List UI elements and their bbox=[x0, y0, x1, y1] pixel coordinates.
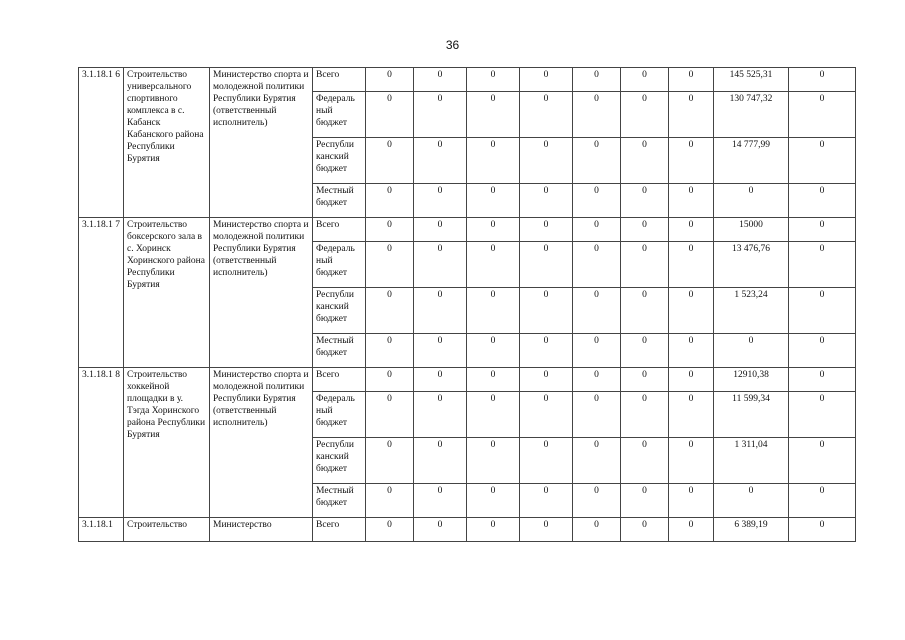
source-cell-federal: Федераль ный бюджет bbox=[313, 392, 366, 438]
value-cell: 0 bbox=[621, 138, 669, 184]
value-cell: 0 bbox=[520, 392, 573, 438]
value-cell: 0 bbox=[669, 138, 714, 184]
value-cell: 0 bbox=[621, 218, 669, 242]
value-cell: 0 bbox=[573, 438, 621, 484]
value-cell: 0 bbox=[789, 392, 856, 438]
value-cell: 0 bbox=[789, 92, 856, 138]
name-cell: Строительство bbox=[124, 518, 210, 542]
value-cell: 0 bbox=[714, 484, 789, 518]
value-cell: 0 bbox=[414, 242, 467, 288]
responsible-cell: Министерство спорта и молодежной политики Республики Бурятия (ответственный исполнитель) bbox=[210, 368, 313, 518]
value-cell: 6 389,19 bbox=[714, 518, 789, 542]
source-cell-local: Местный бюджет bbox=[313, 334, 366, 368]
value-cell: 0 bbox=[467, 392, 520, 438]
value-cell: 0 bbox=[467, 68, 520, 92]
value-cell: 0 bbox=[669, 92, 714, 138]
value-cell: 0 bbox=[467, 242, 520, 288]
value-cell: 0 bbox=[366, 288, 414, 334]
responsible-cell: Министерство bbox=[210, 518, 313, 542]
value-cell: 13 476,76 bbox=[714, 242, 789, 288]
value-cell: 0 bbox=[414, 392, 467, 438]
value-cell: 0 bbox=[520, 484, 573, 518]
name-cell: Строительство универсального спортивного комплекса в с. Кабанск Кабанского района Республики Бурятия bbox=[124, 68, 210, 218]
responsible-cell: Министерство спорта и молодежной политики Республики Бурятия (ответственный исполнитель) bbox=[210, 68, 313, 218]
value-cell: 0 bbox=[366, 218, 414, 242]
value-cell: 15000 bbox=[714, 218, 789, 242]
name-cell: Строительство боксерского зала в с. Хоринск Хоринского района Республики Бурятия bbox=[124, 218, 210, 368]
value-cell: 145 525,31 bbox=[714, 68, 789, 92]
value-cell: 0 bbox=[520, 218, 573, 242]
table-row bbox=[79, 518, 856, 542]
value-cell: 0 bbox=[669, 518, 714, 542]
table-row bbox=[79, 218, 856, 242]
table-row bbox=[79, 68, 856, 92]
value-cell: 0 bbox=[414, 484, 467, 518]
value-cell: 0 bbox=[467, 368, 520, 392]
value-cell: 0 bbox=[520, 68, 573, 92]
source-cell-republic: Республи канский бюджет bbox=[313, 438, 366, 484]
value-cell: 0 bbox=[621, 392, 669, 438]
value-cell: 0 bbox=[414, 518, 467, 542]
value-cell: 0 bbox=[467, 334, 520, 368]
value-cell: 0 bbox=[467, 92, 520, 138]
value-cell: 0 bbox=[789, 242, 856, 288]
value-cell: 0 bbox=[789, 484, 856, 518]
value-cell: 0 bbox=[669, 242, 714, 288]
value-cell: 0 bbox=[520, 184, 573, 218]
value-cell: 0 bbox=[366, 184, 414, 218]
value-cell: 0 bbox=[669, 438, 714, 484]
value-cell: 0 bbox=[366, 438, 414, 484]
value-cell: 0 bbox=[573, 392, 621, 438]
name-cell: Строительство хоккейной площадки в у. Тэгда Хоринского района Республики Бурятия bbox=[124, 368, 210, 518]
source-cell-local: Местный бюджет bbox=[313, 484, 366, 518]
responsible-cell: Министерство спорта и молодежной политики Республики Бурятия (ответственный исполнитель) bbox=[210, 218, 313, 368]
value-cell: 0 bbox=[789, 334, 856, 368]
value-cell: 0 bbox=[467, 218, 520, 242]
value-cell: 0 bbox=[573, 92, 621, 138]
value-cell: 11 599,34 bbox=[714, 392, 789, 438]
value-cell: 0 bbox=[467, 184, 520, 218]
value-cell: 0 bbox=[621, 438, 669, 484]
source-cell-federal: Федераль ный бюджет bbox=[313, 92, 366, 138]
value-cell: 0 bbox=[414, 218, 467, 242]
code-cell: 3.1.18.1 8 bbox=[79, 368, 124, 518]
table-body bbox=[79, 68, 856, 542]
value-cell: 12910,38 bbox=[714, 368, 789, 392]
value-cell: 0 bbox=[573, 334, 621, 368]
value-cell: 0 bbox=[621, 92, 669, 138]
value-cell: 1 523,24 bbox=[714, 288, 789, 334]
value-cell: 0 bbox=[669, 392, 714, 438]
value-cell: 0 bbox=[621, 368, 669, 392]
value-cell: 0 bbox=[414, 334, 467, 368]
value-cell: 0 bbox=[573, 68, 621, 92]
source-cell-republic: Республи канский бюджет bbox=[313, 138, 366, 184]
source-cell-republic: Республи канский бюджет bbox=[313, 288, 366, 334]
value-cell: 0 bbox=[520, 334, 573, 368]
value-cell: 0 bbox=[621, 484, 669, 518]
value-cell: 0 bbox=[669, 68, 714, 92]
value-cell: 0 bbox=[520, 92, 573, 138]
value-cell: 0 bbox=[366, 138, 414, 184]
value-cell: 0 bbox=[573, 218, 621, 242]
value-cell: 0 bbox=[573, 368, 621, 392]
value-cell: 0 bbox=[573, 184, 621, 218]
value-cell: 14 777,99 bbox=[714, 138, 789, 184]
value-cell: 0 bbox=[789, 68, 856, 92]
value-cell: 0 bbox=[520, 368, 573, 392]
value-cell: 0 bbox=[366, 334, 414, 368]
source-cell-total: Всего bbox=[313, 218, 366, 242]
code-cell: 3.1.18.1 6 bbox=[79, 68, 124, 218]
value-cell: 0 bbox=[414, 184, 467, 218]
value-cell: 0 bbox=[366, 518, 414, 542]
page-number: 36 bbox=[445, 38, 460, 52]
value-cell: 0 bbox=[467, 138, 520, 184]
value-cell: 0 bbox=[789, 518, 856, 542]
value-cell: 0 bbox=[366, 368, 414, 392]
value-cell: 0 bbox=[669, 368, 714, 392]
code-cell: 3.1.18.1 bbox=[79, 518, 124, 542]
value-cell: 0 bbox=[520, 288, 573, 334]
value-cell: 0 bbox=[414, 138, 467, 184]
source-cell-total: Всего bbox=[313, 368, 366, 392]
value-cell: 0 bbox=[467, 518, 520, 542]
value-cell: 0 bbox=[366, 392, 414, 438]
value-cell: 0 bbox=[789, 288, 856, 334]
value-cell: 0 bbox=[414, 368, 467, 392]
value-cell: 0 bbox=[669, 484, 714, 518]
value-cell: 0 bbox=[366, 92, 414, 138]
value-cell: 0 bbox=[573, 138, 621, 184]
value-cell: 0 bbox=[714, 334, 789, 368]
budget-table bbox=[78, 67, 856, 542]
value-cell: 0 bbox=[573, 518, 621, 542]
source-cell-total: Всего bbox=[313, 68, 366, 92]
value-cell: 0 bbox=[520, 518, 573, 542]
value-cell: 0 bbox=[789, 438, 856, 484]
value-cell: 0 bbox=[366, 242, 414, 288]
value-cell: 0 bbox=[520, 438, 573, 484]
value-cell: 0 bbox=[621, 68, 669, 92]
value-cell: 0 bbox=[573, 484, 621, 518]
value-cell: 0 bbox=[669, 288, 714, 334]
value-cell: 0 bbox=[789, 184, 856, 218]
value-cell: 0 bbox=[467, 288, 520, 334]
value-cell: 0 bbox=[414, 288, 467, 334]
value-cell: 130 747,32 bbox=[714, 92, 789, 138]
value-cell: 0 bbox=[467, 438, 520, 484]
source-cell-total: Всего bbox=[313, 518, 366, 542]
value-cell: 0 bbox=[669, 334, 714, 368]
value-cell: 0 bbox=[714, 184, 789, 218]
value-cell: 0 bbox=[789, 218, 856, 242]
value-cell: 0 bbox=[621, 184, 669, 218]
source-cell-federal: Федераль ный бюджет bbox=[313, 242, 366, 288]
source-cell-local: Местный бюджет bbox=[313, 184, 366, 218]
value-cell: 0 bbox=[621, 242, 669, 288]
value-cell: 0 bbox=[467, 484, 520, 518]
value-cell: 0 bbox=[669, 184, 714, 218]
value-cell: 0 bbox=[366, 484, 414, 518]
value-cell: 0 bbox=[621, 334, 669, 368]
value-cell: 0 bbox=[414, 92, 467, 138]
value-cell: 0 bbox=[789, 138, 856, 184]
table-row bbox=[79, 368, 856, 392]
code-cell: 3.1.18.1 7 bbox=[79, 218, 124, 368]
value-cell: 0 bbox=[789, 368, 856, 392]
value-cell: 0 bbox=[520, 138, 573, 184]
value-cell: 0 bbox=[520, 242, 573, 288]
value-cell: 1 311,04 bbox=[714, 438, 789, 484]
value-cell: 0 bbox=[621, 518, 669, 542]
value-cell: 0 bbox=[621, 288, 669, 334]
value-cell: 0 bbox=[669, 218, 714, 242]
value-cell: 0 bbox=[414, 438, 467, 484]
value-cell: 0 bbox=[414, 68, 467, 92]
value-cell: 0 bbox=[573, 288, 621, 334]
value-cell: 0 bbox=[573, 242, 621, 288]
value-cell: 0 bbox=[366, 68, 414, 92]
